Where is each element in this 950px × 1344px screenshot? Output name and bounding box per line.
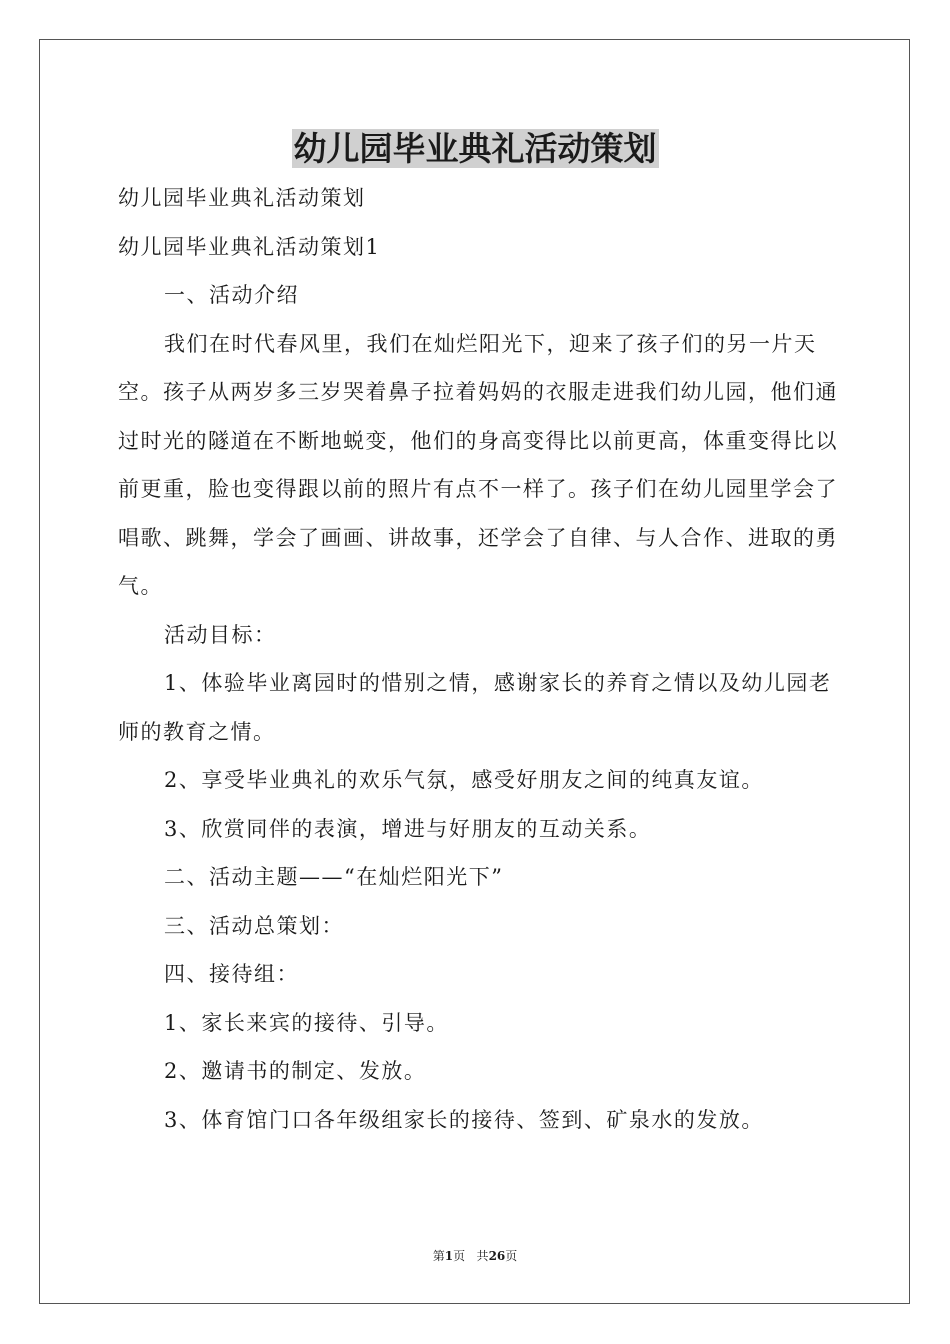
footer-total-pages: 26 xyxy=(488,1249,506,1263)
list-item: 2、享受毕业典礼的欢乐气氛，感受好朋友之间的纯真友谊。 xyxy=(164,768,764,792)
list-item: 1、体验毕业离园时的惜别之情，感谢家长的养育之情以及幼儿园老师的教育之情。 xyxy=(118,671,832,744)
page-footer xyxy=(0,1248,950,1264)
document-title-text: 幼儿园毕业典礼活动策划 xyxy=(293,129,657,168)
footer-page-number: 1 xyxy=(444,1249,454,1263)
footer-total-suffix: 页 xyxy=(505,1249,518,1263)
paragraph: 我们在时代春风里，我们在灿烂阳光下，迎来了孩子们的另一片天空。孩子从两岁多三岁哭着鼻子拉着妈妈的衣服走进我们幼儿园，他们通过时光的隧道在不断地蜕变，他们的身高变得比以前更高，体重变得比以前更重，脸也变得跟以前的照片有点不一样了。孩子们在幼儿园里学会了唱歌、跳舞，学会了画画、讲故事，还学会了自律、与人合作、进取的勇气。 xyxy=(118,331,838,598)
list-item: 3、体育馆门口各年级组家长的接待、签到、矿泉水的发放。 xyxy=(164,1107,764,1132)
section-heading: 活动目标： xyxy=(164,622,277,647)
document-body xyxy=(118,174,838,1144)
section-heading: 三、活动总策划： xyxy=(164,913,344,938)
document-title xyxy=(0,125,950,173)
paragraph: 幼儿园毕业典礼活动策划 xyxy=(118,186,366,210)
section-heading: 四、接待组： xyxy=(164,962,299,986)
paragraph: 幼儿园毕业典礼活动策划1 xyxy=(118,234,381,259)
footer-page-suffix: 页 xyxy=(453,1249,466,1263)
footer-total-prefix: 共 xyxy=(476,1249,489,1263)
list-item: 1、家长来宾的接待、引导。 xyxy=(164,1010,449,1035)
list-item: 3、欣赏同伴的表演，增进与好朋友的互动关系。 xyxy=(164,816,652,841)
footer-page-prefix: 第 xyxy=(432,1249,445,1263)
section-heading: 一、活动介绍 xyxy=(164,283,299,307)
list-item: 2、邀请书的制定、发放。 xyxy=(164,1059,427,1083)
section-heading: 二、活动主题——“在灿烂阳光下” xyxy=(164,865,504,889)
